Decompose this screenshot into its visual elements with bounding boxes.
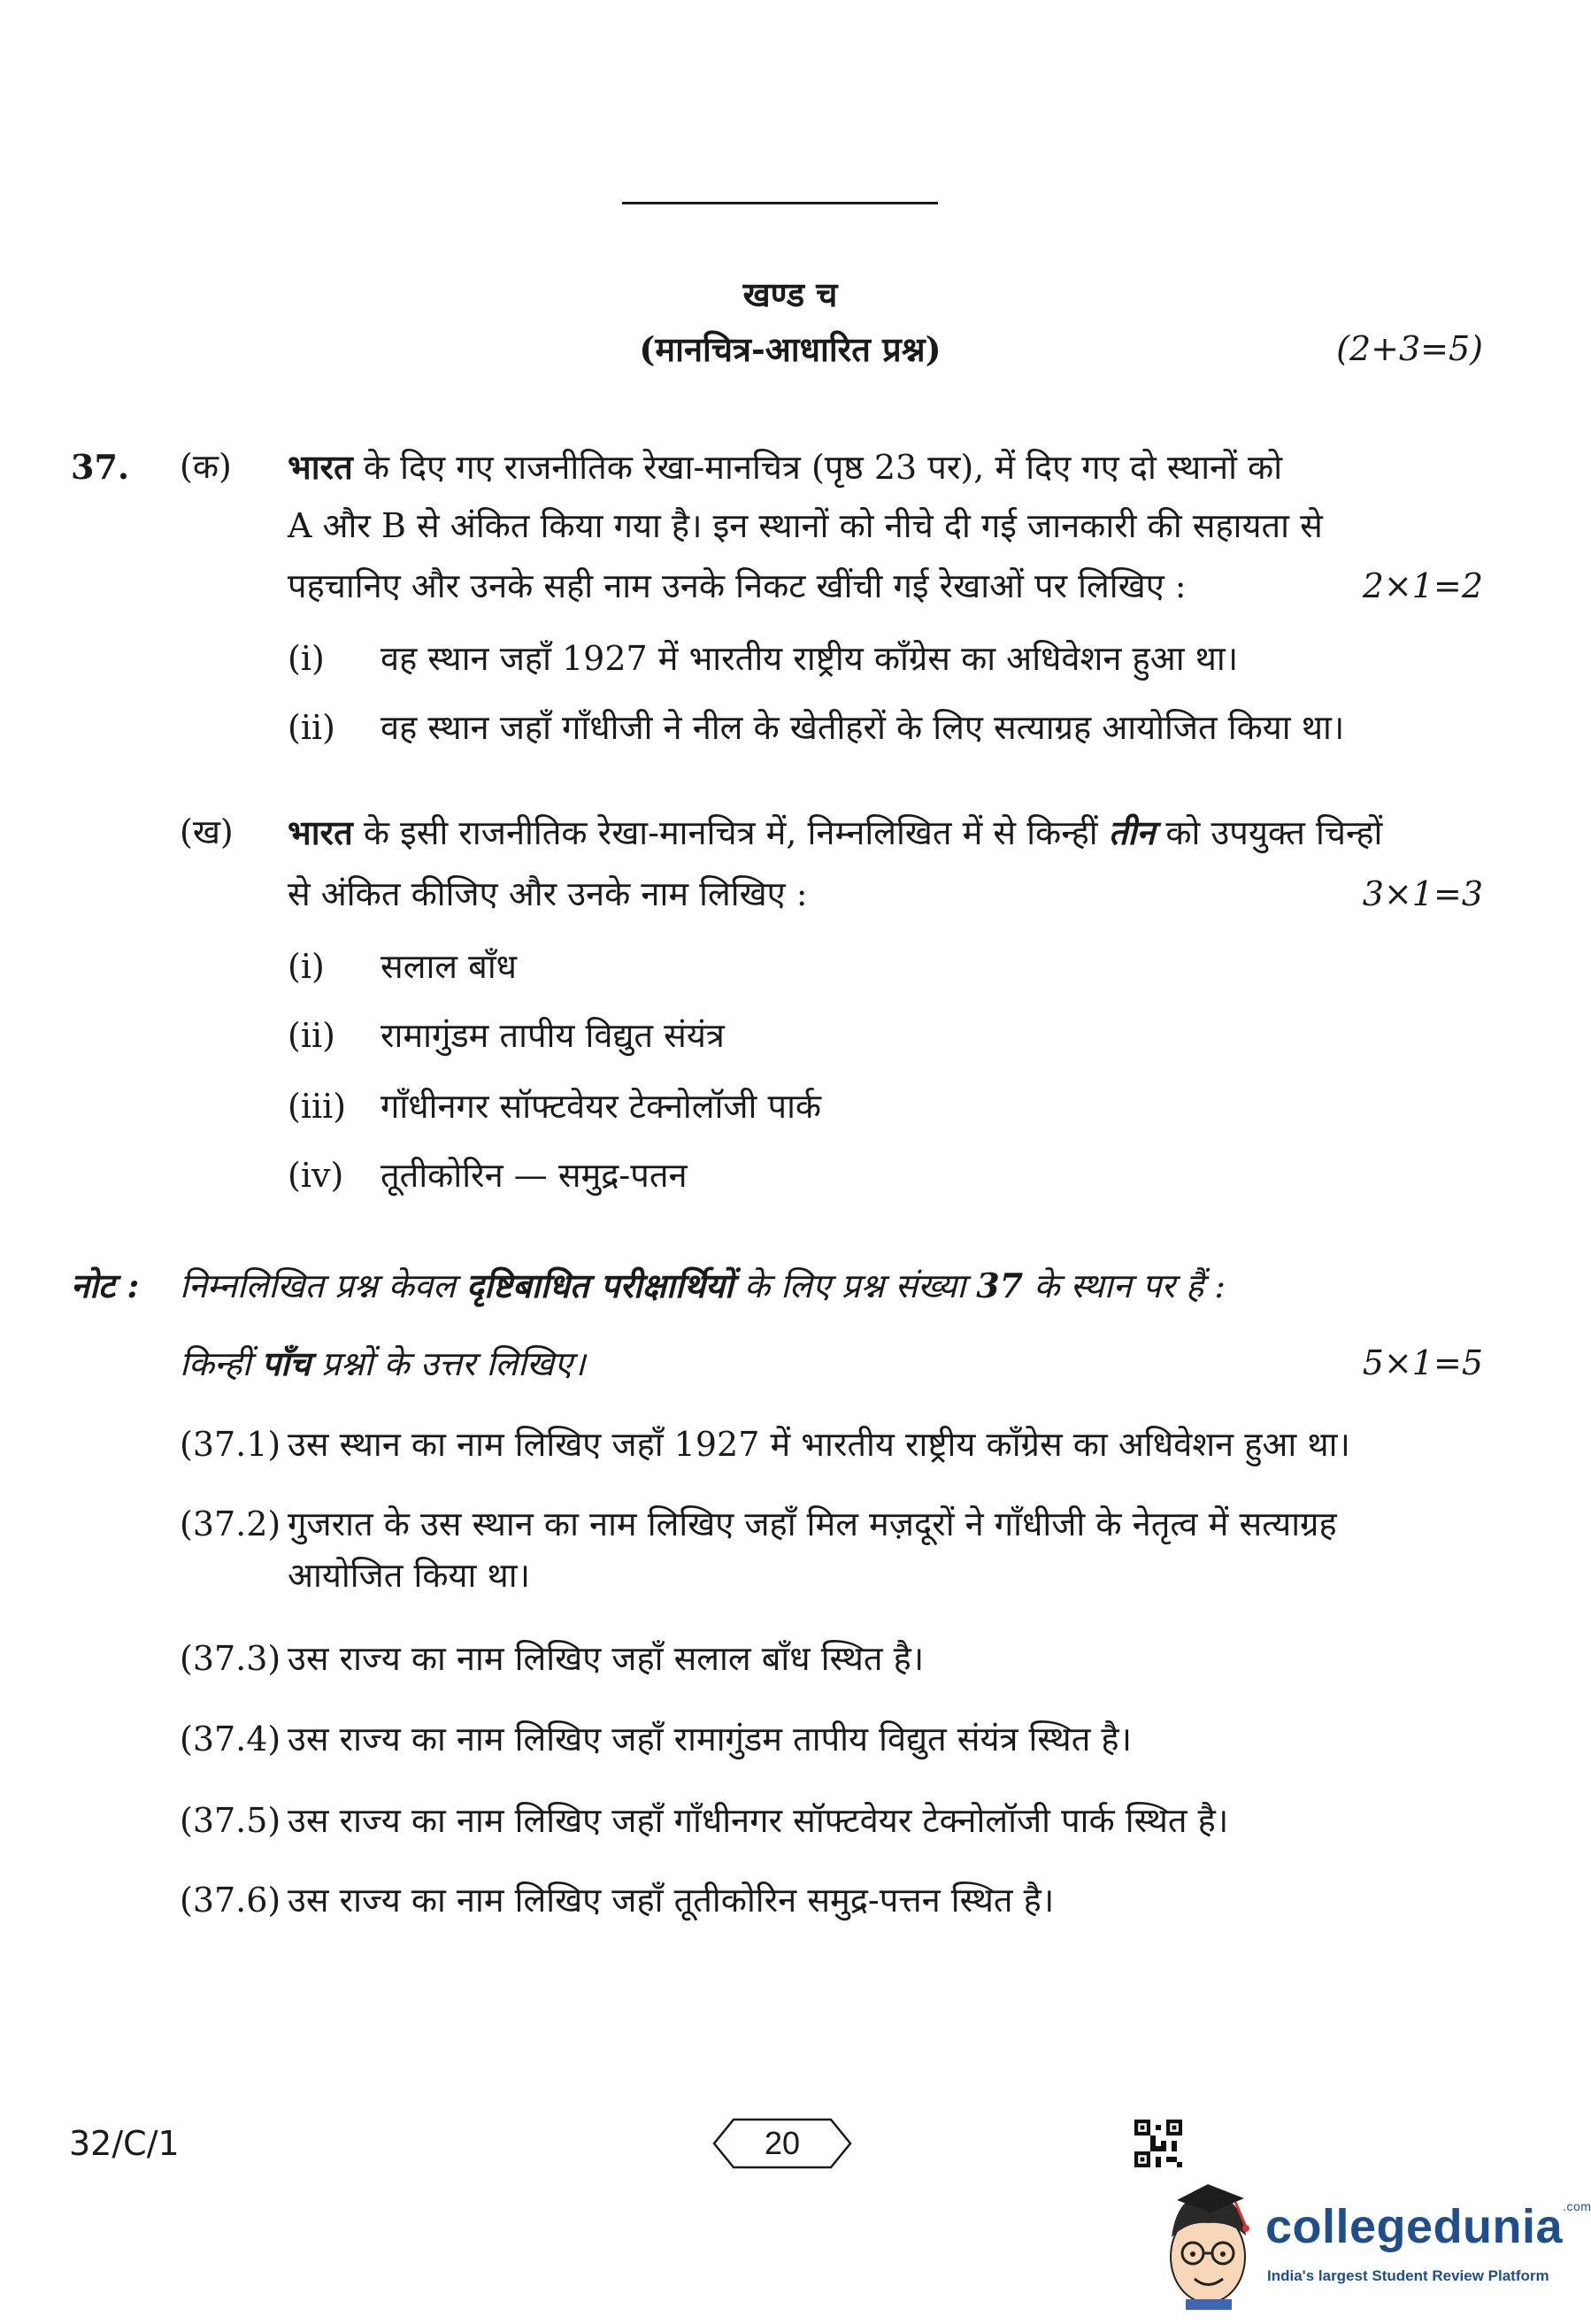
vi-question-text: गुजरात के उस स्थान का नाम लिखिए जहाँ मिल मज़दूरों ने गाँधीजी के नेतृत्व में सत्याग्रह bbox=[288, 1504, 1337, 1543]
part-b-item-num: (ii) bbox=[288, 1016, 335, 1055]
part-a-line1-text: के दिए गए राजनीतिक रेखा-मानचित्र (पृष्ठ 23 पर), में दिए गए दो स्थानों को bbox=[352, 448, 1283, 487]
note-marks: 5×1=5 bbox=[1362, 1343, 1483, 1382]
part-b-item-num: (i) bbox=[288, 947, 325, 986]
note-instr-bold: पाँच bbox=[261, 1343, 311, 1383]
note-instr-end: प्रश्नों के उत्तर लिखिए। bbox=[311, 1344, 586, 1383]
part-b-item-num: (iv) bbox=[288, 1156, 344, 1195]
vi-question-num: (37.6) bbox=[180, 1881, 281, 1920]
note-mid: के लिए प्रश्न संख्या bbox=[733, 1266, 977, 1305]
vi-question-num: (37.4) bbox=[180, 1720, 281, 1758]
section-title: खण्ड च bbox=[742, 274, 838, 314]
collegedunia-watermark bbox=[1159, 2168, 1591, 2314]
vi-question-num: (37.3) bbox=[180, 1639, 281, 1678]
paper-code: 32/C/1 bbox=[69, 2124, 180, 2163]
part-a-item-text: वह स्थान जहाँ गाँधीजी ने नील के खेतीहरों के लिए सत्याग्रह आयोजित किया था। bbox=[380, 708, 1345, 747]
brand-name bbox=[1265, 2199, 1591, 2254]
part-a-label: (क) bbox=[180, 447, 232, 486]
part-b-item-text: रामागुंडम तापीय विद्युत संयंत्र bbox=[380, 1016, 725, 1055]
part-b-emphasis: तीन bbox=[1108, 812, 1156, 852]
note-bold-2: 37 bbox=[976, 1266, 1024, 1305]
vi-question-text: उस राज्य का नाम लिखिए जहाँ तूतीकोरिन समुद्र-पत्तन स्थित है। bbox=[288, 1881, 1055, 1920]
vi-question-num: (37.2) bbox=[180, 1504, 281, 1543]
qr-code-icon bbox=[1134, 2120, 1182, 2167]
note-label: नोट : bbox=[71, 1266, 140, 1305]
page-number-badge bbox=[712, 2117, 852, 2170]
question-number: 37. bbox=[71, 447, 130, 487]
note-instr-pre: किन्हीं bbox=[180, 1344, 262, 1383]
part-b-item-text: गाँधीनगर सॉफ्टवेयर टेक्नोलॉजी पार्क bbox=[380, 1087, 822, 1126]
part-b-lead: भारत bbox=[288, 812, 353, 852]
brand-tld: .com bbox=[1563, 2199, 1591, 2213]
part-b-item-text: सलाल बाँध bbox=[380, 947, 518, 986]
part-a-lead: भारत bbox=[288, 447, 353, 487]
note-bold-1: दृष्टिबाधित परीक्षार्थियों bbox=[465, 1266, 734, 1305]
note-instruction bbox=[180, 1343, 585, 1385]
part-a-line2: A और B से अंकित किया गया है। इन स्थानों को नीचे दी गई जानकारी की सहायता से bbox=[288, 506, 1323, 545]
brand-name-text: collegedunia bbox=[1265, 2200, 1564, 2253]
part-a-item-num: (i) bbox=[288, 639, 325, 678]
part-a-line3: पहचानिए और उनके सही नाम उनके निकट खींची गई रेखाओं पर लिखिए : bbox=[288, 566, 1187, 605]
vi-question-text: उस स्थान का नाम लिखिए जहाँ 1927 में भारतीय राष्ट्रीय काँग्रेस का अधिवेशन हुआ था। bbox=[288, 1425, 1350, 1464]
vi-question-text: उस राज्य का नाम लिखिए जहाँ सलाल बाँध स्थित है। bbox=[288, 1639, 925, 1678]
part-a-item-num: (ii) bbox=[288, 708, 335, 747]
vi-question-text: उस राज्य का नाम लिखिए जहाँ रामागुंडम तापीय विद्युत संयंत्र स्थित है। bbox=[288, 1720, 1133, 1758]
part-b-marks: 3×1=3 bbox=[1362, 874, 1483, 913]
note-end: के स्थान पर हैं : bbox=[1023, 1266, 1226, 1305]
part-b-line2: से अंकित कीजिए और उनके नाम लिखिए : bbox=[288, 874, 808, 913]
student-mascot-icon bbox=[1159, 2168, 1257, 2310]
section-subtitle: (मानचित्र-आधारित प्रश्न) bbox=[639, 329, 942, 369]
top-divider bbox=[622, 202, 938, 204]
part-a-item-text: वह स्थान जहाँ 1927 में भारतीय राष्ट्रीय काँग्रेस का अधिवेशन हुआ था। bbox=[380, 639, 1239, 678]
page-number: 20 bbox=[764, 2125, 801, 2161]
part-b-line1 bbox=[288, 812, 1382, 854]
vi-question-num: (37.1) bbox=[180, 1425, 281, 1464]
part-a-line1 bbox=[288, 447, 1282, 489]
part-b-item-text: तूतीकोरिन — समुद्र-पतन bbox=[380, 1156, 688, 1195]
section-marks: (2+3=5) bbox=[1336, 329, 1483, 368]
vi-question-text-cont: आयोजित किया था। bbox=[288, 1556, 531, 1595]
part-b-line1-end: को उपयुक्त चिन्हों bbox=[1155, 813, 1383, 852]
note-text bbox=[180, 1266, 1226, 1307]
part-b-item-num: (iii) bbox=[288, 1087, 347, 1126]
vi-question-text: उस राज्य का नाम लिखिए जहाँ गाँधीनगर सॉफ्टवेयर टेक्नोलॉजी पार्क स्थित है। bbox=[288, 1801, 1229, 1840]
brand-tagline: India's largest Student Review Platform bbox=[1267, 2267, 1549, 2284]
part-b-line1-mid: के इसी राजनीतिक रेखा-मानचित्र में, निम्नलिखित में से किन्हीं bbox=[352, 813, 1109, 852]
part-a-marks: 2×1=2 bbox=[1362, 566, 1483, 605]
part-b-label: (ख) bbox=[180, 812, 234, 851]
vi-question-num: (37.5) bbox=[180, 1801, 281, 1840]
note-pre: निम्नलिखित प्रश्न केवल bbox=[180, 1266, 466, 1305]
